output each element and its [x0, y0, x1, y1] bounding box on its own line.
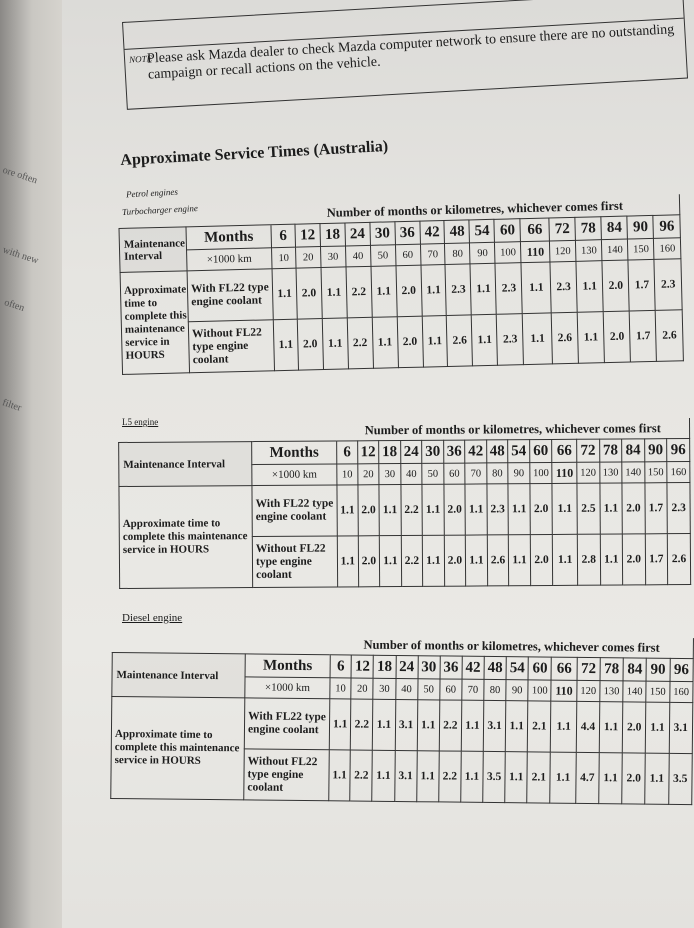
- month-cell: 60: [528, 657, 551, 680]
- month-cell: 42: [465, 440, 487, 463]
- hours-cell: 2.2: [401, 484, 423, 535]
- km-cell: 20: [357, 464, 379, 485]
- engine-label-l5: L5 engine: [122, 417, 159, 427]
- hours-cell: 1.1: [379, 536, 401, 587]
- hours-cell: 2.0: [358, 485, 380, 536]
- month-cell: 6: [337, 441, 358, 464]
- km-cell: 90: [508, 463, 530, 484]
- km-cell: 160: [669, 681, 693, 702]
- hours-cell: 1.1: [321, 267, 347, 319]
- hours-cell: 1.1: [371, 266, 397, 318]
- month-cell: 12: [357, 441, 379, 464]
- hours-cell: 1.1: [553, 534, 578, 585]
- month-cell: 12: [295, 224, 320, 248]
- km-cell: 120: [577, 462, 600, 483]
- month-cell: 24: [400, 440, 422, 463]
- section-title: Approximate Service Times (Australia): [120, 137, 389, 169]
- km-cell: 90: [506, 680, 528, 701]
- hours-cell: 2.3: [495, 263, 522, 315]
- maintenance-interval-label: Maintenance Interval: [112, 653, 245, 698]
- hours-cell: 1.1: [273, 319, 298, 371]
- hours-cell: 2.0: [530, 483, 553, 534]
- km-cell: 150: [644, 462, 667, 483]
- hours-cell: 1.1: [523, 313, 553, 365]
- hours-cell: 2.2: [439, 751, 462, 802]
- row-label: With FL22 type engine coolant: [244, 698, 330, 750]
- month-cell: 90: [646, 658, 669, 681]
- hours-cell: 1.1: [576, 261, 603, 313]
- hours-cell: 1.1: [272, 268, 297, 320]
- km-cell: 40: [395, 678, 417, 699]
- hours-cell: 1.1: [599, 702, 623, 753]
- hours-cell: 3.1: [669, 702, 693, 753]
- hours-cell: 2.3: [550, 261, 577, 313]
- margin-fragment: ore often: [1, 164, 39, 187]
- hours-cell: 3.5: [483, 751, 506, 802]
- table-caption: Number of months or kilometres, whichever comes first: [270, 194, 679, 224]
- hours-cell: 1.1: [508, 484, 530, 535]
- hours-cell: 2.2: [351, 699, 374, 750]
- hours-cell: 1.1: [551, 701, 577, 752]
- km-cell: 30: [373, 678, 395, 699]
- month-cell: 36: [395, 221, 420, 245]
- km-cell: 10: [337, 464, 358, 485]
- hours-cell: 2.0: [622, 753, 646, 804]
- row-label: Without FL22 type engine coolant: [252, 536, 337, 588]
- month-cell: 78: [599, 439, 622, 462]
- km-cell: 80: [487, 463, 509, 484]
- hours-cell: 1.1: [337, 485, 358, 536]
- month-cell: 24: [345, 222, 370, 246]
- hours-cell: 2.6: [487, 535, 509, 586]
- km-cell: 40: [345, 245, 370, 267]
- km-cell: 130: [600, 681, 623, 702]
- km-cell: 30: [379, 464, 401, 485]
- km-cell: 20: [351, 678, 373, 699]
- hours-cell: 2.0: [444, 484, 466, 535]
- hours-cell: 1.1: [416, 751, 439, 802]
- km-cell: 80: [445, 243, 470, 265]
- hours-cell: 1.1: [422, 316, 448, 368]
- hours-cell: 2.2: [350, 750, 373, 801]
- time-label: Approximate time to complete this maintenance service in HOURS: [120, 271, 189, 375]
- hours-cell: 2.5: [577, 483, 600, 534]
- month-cell: 24: [396, 655, 418, 678]
- km-cell: 100: [495, 242, 522, 264]
- km-label: ×1000 km: [245, 677, 330, 699]
- hours-cell: 2.2: [401, 535, 423, 586]
- month-cell: 48: [444, 220, 469, 244]
- month-cell: 66: [552, 439, 577, 462]
- hours-cell: 1.1: [599, 753, 623, 804]
- month-cell: 60: [494, 219, 521, 243]
- table-corner: [112, 632, 330, 655]
- month-cell: 78: [575, 217, 602, 241]
- hours-cell: 4.4: [576, 701, 600, 752]
- month-cell: 84: [622, 439, 645, 462]
- month-cell: 72: [577, 439, 600, 462]
- month-cell: 36: [440, 656, 462, 679]
- hours-cell: 1.1: [509, 535, 531, 586]
- km-cell: 160: [654, 238, 681, 260]
- month-cell: 18: [379, 441, 401, 464]
- hours-cell: 2.2: [347, 317, 373, 369]
- hours-cell: 2.0: [602, 260, 629, 312]
- km-cell: 100: [530, 462, 553, 483]
- month-cell: 96: [667, 439, 690, 462]
- hours-cell: 1.1: [373, 699, 396, 750]
- hours-cell: 2.6: [656, 310, 684, 362]
- hours-cell: 3.1: [394, 750, 417, 801]
- hours-cell: 2.1: [528, 701, 552, 752]
- table-corner: [118, 420, 336, 442]
- maintenance-interval-label: Maintenance Interval: [119, 442, 252, 487]
- hours-cell: 2.2: [346, 266, 372, 318]
- service-table-diesel: [110, 632, 694, 805]
- km-cell: 150: [646, 681, 669, 702]
- hours-cell: 1.1: [465, 484, 487, 535]
- km-cell: 90: [470, 242, 495, 264]
- km-cell: 50: [417, 679, 439, 700]
- hours-cell: 2.0: [397, 316, 423, 368]
- month-cell: 6: [330, 655, 352, 678]
- note-text: Please ask Mazda dealer to check Mazda computer network to ensure there are no outstanding campaign or recall actions on the vehicle.: [146, 22, 675, 83]
- months-label: Months: [245, 654, 330, 678]
- service-table-l5: [118, 418, 691, 589]
- hours-cell: 1.1: [505, 701, 528, 752]
- month-cell: 66: [551, 657, 577, 680]
- km-cell: 20: [295, 247, 320, 269]
- hours-cell: 1.1: [329, 750, 351, 801]
- km-cell: 60: [395, 244, 420, 266]
- month-cell: 90: [627, 215, 654, 239]
- petrol-engines-label: Petrol engines: [125, 186, 179, 200]
- hours-cell: 1.1: [521, 262, 551, 314]
- engine-label-diesel: Diesel engine: [122, 612, 183, 624]
- km-cell: 110: [521, 241, 550, 263]
- hours-cell: 2.0: [603, 311, 630, 363]
- month-cell: 54: [469, 219, 494, 243]
- hours-cell: 1.1: [421, 265, 447, 317]
- hours-cell: 2.8: [577, 534, 600, 585]
- month-cell: 60: [529, 439, 552, 462]
- km-cell: 140: [623, 681, 646, 702]
- km-cell: 70: [462, 679, 484, 700]
- hours-cell: 1.1: [550, 752, 576, 803]
- hours-cell: 2.3: [654, 259, 682, 311]
- km-cell: 60: [444, 463, 466, 484]
- manual-page: [62, 0, 694, 928]
- km-cell: 60: [440, 679, 462, 700]
- maintenance-interval-label: Maintenance Interval: [119, 227, 187, 273]
- hours-cell: 1.1: [372, 317, 398, 369]
- row-label: With FL22 type engine coolant: [252, 485, 337, 537]
- hours-cell: 2.0: [296, 268, 322, 320]
- month-cell: 84: [623, 658, 646, 681]
- km-cell: 130: [576, 240, 603, 262]
- month-cell: 72: [577, 657, 600, 680]
- km-cell: 80: [484, 679, 506, 700]
- month-cell: 42: [462, 656, 484, 679]
- hours-cell: 1.7: [645, 483, 668, 534]
- hours-cell: 2.0: [297, 319, 323, 371]
- hours-cell: 1.1: [577, 312, 604, 364]
- months-label: Months: [252, 441, 337, 465]
- hours-cell: 1.1: [372, 750, 395, 801]
- hours-cell: 2.0: [622, 534, 645, 585]
- hours-cell: 2.0: [444, 535, 466, 586]
- hours-cell: 1.1: [466, 535, 488, 586]
- note-label: NOTE: [128, 53, 153, 65]
- hours-cell: 1.1: [417, 700, 440, 751]
- month-cell: 90: [644, 439, 667, 462]
- hours-cell: 1.1: [461, 700, 484, 751]
- km-label: ×1000 km: [252, 464, 337, 486]
- note-box: [122, 0, 688, 110]
- km-cell: 130: [599, 462, 622, 483]
- table-caption: Number of months or kilometres, whichever comes first: [330, 634, 693, 658]
- hours-cell: 1.1: [645, 753, 669, 804]
- month-cell: 6: [271, 224, 296, 248]
- hours-cell: 2.3: [445, 264, 471, 316]
- km-cell: 140: [622, 462, 645, 483]
- hours-cell: 2.2: [439, 700, 462, 751]
- km-cell: 100: [528, 680, 551, 701]
- km-cell: 10: [272, 247, 296, 269]
- month-cell: 36: [443, 440, 465, 463]
- month-cell: 18: [373, 655, 395, 678]
- hours-cell: 1.1: [470, 263, 496, 315]
- hours-cell: 2.6: [667, 534, 690, 585]
- hours-cell: 3.1: [483, 700, 506, 751]
- km-cell: 40: [400, 463, 422, 484]
- hours-cell: 3.5: [668, 753, 692, 804]
- km-cell: 50: [370, 245, 395, 267]
- month-cell: 54: [506, 657, 528, 680]
- month-cell: 30: [418, 656, 440, 679]
- hours-cell: 2.6: [551, 312, 578, 364]
- margin-fragment: with new: [1, 244, 40, 267]
- month-cell: 30: [422, 440, 444, 463]
- time-label: Approximate time to complete this maintenance service in HOURS: [111, 697, 245, 800]
- km-cell: 140: [602, 239, 629, 261]
- hours-cell: 1.1: [422, 484, 444, 535]
- hours-cell: 1.1: [329, 699, 351, 750]
- month-cell: 12: [351, 655, 373, 678]
- km-cell: 150: [628, 238, 655, 260]
- hours-cell: 1.1: [322, 318, 348, 370]
- hours-cell: 2.0: [396, 265, 422, 317]
- hours-cell: 2.0: [622, 483, 645, 534]
- hours-cell: 1.1: [646, 702, 670, 753]
- hours-cell: 1.1: [505, 752, 528, 803]
- hours-cell: 1.7: [645, 534, 668, 585]
- row-label: Without FL22 type engine coolant: [188, 320, 274, 373]
- month-cell: 30: [370, 222, 395, 246]
- months-label: Months: [186, 225, 272, 250]
- month-cell: 84: [601, 216, 628, 240]
- hours-cell: 1.1: [379, 485, 401, 536]
- row-label: With FL22 type engine coolant: [187, 269, 273, 322]
- month-cell: 48: [486, 440, 508, 463]
- month-cell: 42: [419, 221, 444, 245]
- hours-cell: 4.7: [576, 752, 600, 803]
- month-cell: 18: [320, 223, 345, 247]
- table-caption: Number of months or kilometres, whichever comes first: [336, 418, 689, 441]
- km-cell: 110: [552, 462, 577, 483]
- service-table-turbo: [118, 194, 684, 375]
- margin-fragment: filter: [0, 397, 23, 414]
- km-cell: 110: [551, 680, 577, 701]
- hours-cell: 1.1: [599, 483, 622, 534]
- hours-cell: 1.1: [472, 314, 498, 366]
- km-cell: 70: [465, 463, 487, 484]
- engine-label-turbo: Turbocharger engine: [121, 203, 199, 217]
- km-cell: 120: [549, 240, 576, 262]
- hours-cell: 2.3: [487, 484, 509, 535]
- km-cell: 30: [320, 246, 345, 268]
- km-cell: 120: [577, 680, 600, 701]
- hours-cell: 2.6: [447, 315, 473, 367]
- hours-cell: 1.1: [461, 751, 484, 802]
- row-label: Without FL22 type engine coolant: [244, 749, 330, 801]
- hours-cell: 3.1: [395, 699, 418, 750]
- month-cell: 66: [520, 218, 549, 242]
- month-cell: 72: [549, 217, 576, 241]
- km-cell: 70: [420, 244, 445, 266]
- month-cell: 78: [600, 658, 623, 681]
- hours-cell: 1.1: [337, 536, 358, 587]
- hours-cell: 1.7: [628, 259, 655, 311]
- hours-cell: 1.1: [552, 483, 577, 534]
- hours-cell: 1.1: [423, 535, 445, 586]
- hours-cell: 2.3: [667, 483, 690, 534]
- hours-cell: 1.7: [630, 310, 657, 362]
- km-cell: 50: [422, 463, 444, 484]
- hours-cell: 2.1: [527, 752, 551, 803]
- km-cell: 160: [667, 462, 690, 483]
- hours-cell: 2.3: [497, 314, 524, 366]
- margin-fragment: often: [2, 297, 26, 314]
- month-cell: 54: [508, 440, 530, 463]
- month-cell: 96: [653, 215, 680, 239]
- hours-cell: 2.0: [530, 534, 553, 585]
- km-cell: 10: [330, 678, 351, 699]
- km-label: ×1000 km: [187, 248, 272, 271]
- time-label: Approximate time to complete this maintenance service in HOURS: [119, 486, 253, 589]
- month-cell: 48: [484, 656, 506, 679]
- hours-cell: 1.1: [600, 534, 623, 585]
- month-cell: 96: [670, 658, 694, 681]
- hours-cell: 2.0: [622, 702, 646, 753]
- hours-cell: 2.0: [358, 536, 380, 587]
